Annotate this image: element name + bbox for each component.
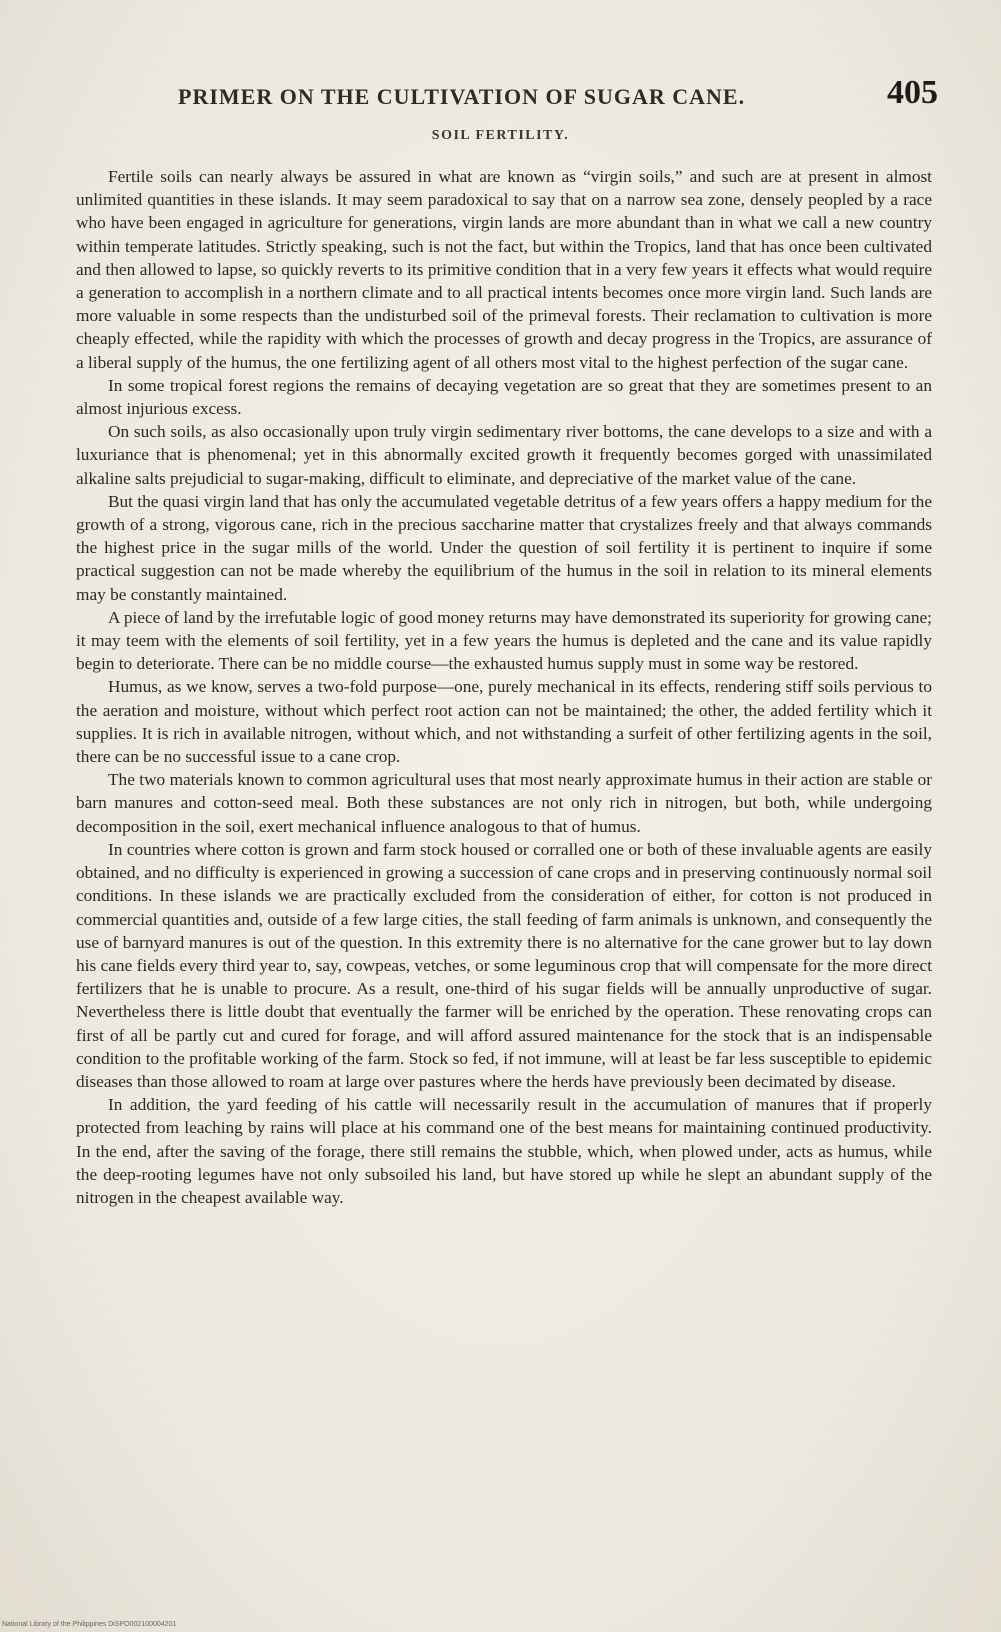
- paragraph: Humus, as we know, serves a two-fold purpose—one, purely mechanical in its effects, rendering stiff soils pervious to the aeration and moisture, without which perfect root action can not be maintained; the other, the added fertility which it supplies. It is rich in available nitrogen, without which, and not withstanding a surfeit of other fertilizing agents in the soil, there can be no successful issue to a cane crop.: [76, 677, 932, 767]
- paragraph: In some tropical forest regions the remains of decaying vegetation are so great that they are sometimes present to an almost injurious excess.: [76, 375, 932, 419]
- paragraph: On such soils, as also occasionally upon truly virgin sedimentary river bottoms, the cane develops to a size and with a luxuriance that is phenomenal; yet in this abnormally excited growth it frequently becomes gorged with unassimilated alkaline salts prejudicial to sugar-making, difficult to eliminate, and depreciative of the market value of the cane.: [76, 422, 932, 488]
- paragraph: In addition, the yard feeding of his cattle will necessarily result in the accumulation of manures that if properly protected from leaching by rains will place at his command one of the best means for maintaining continued productivity. In the end, after the saving of the forage, there still remains the stubble, which, when plowed under, acts as humus, while the deep-rooting legumes have not only subsoiled his land, but have stored up while he slept an abundant supply of the nitrogen in the cheapest available way.: [76, 1095, 932, 1207]
- library-stamp: National Library of the Philippines DiSPO002100004201: [2, 1621, 177, 1628]
- section-heading: SOIL FERTILITY.: [431, 128, 570, 143]
- paragraph: The two materials known to common agricultural uses that most nearly approximate humus in their action are stable or barn manures and cotton-seed meal. Both these substances are not only rich in nitrogen, but both, while undergoing decomposition in the soil, exert mechanical influence analogous to that of humus.: [76, 770, 932, 836]
- running-title: PRIMER ON THE CULTIVATION OF SUGAR CANE.: [178, 84, 746, 109]
- running-head: [178, 70, 938, 120]
- paragraph: In countries where cotton is grown and farm stock housed or corralled one or both of these invaluable agents are easily obtained, and no difficulty is experienced in growing a succession of cane crops and in preserving continuously normal soil conditions. In these islands we are practically excluded from the consideration of either, for cotton is not produced in commercial quantities and, outside of a few large cities, the stall feeding of farm animals is unknown, and consequently the use of barnyard manures is out of the question. In this extremity there is no alternative for the cane grower but to lay down his cane fields every third year to, say, cowpeas, vetches, or some leguminous crop that will compensate for the more direct fertilizers that he is unable to procure. As a result, one-third of his sugar fields will be annually unproductive of sugar. Nevertheless there is little doubt that eventually the farmer will be enriched by the operation. These renovating crops can first of all be partly cut and cured for forage, and will afford assured maintenance for the stock that is an indispensable condition to the profitable working of the farm. Stock so fed, if not immune, will at least be far less susceptible to epidemic diseases than those allowed to roam at large over pastures where the herds have previously been decimated by disease.: [76, 839, 932, 1091]
- paragraph: A piece of land by the irrefutable logic of good money returns may have demonstrated its superiority for growing cane; it may teem with the elements of soil fertility, yet in a few years the humus is depleted and the cane and its value rapidly begin to deteriorate. There can be no middle course—the exhausted humus supply must in some way be restored.: [76, 607, 932, 674]
- paragraph: But the quasi virgin land that has only the accumulated vegetable detritus of a few years offers a happy medium for the growth of a strong, vigorous cane, rich in the precious saccharine matter that crystalizes freely and that always commands the highest price in the sugar mills of the world. Under the question of soil fertility it is pertinent to inquire if some practical suggestion can not be made whereby the equilibrium of the humus in the soil in relation to its mineral elements may be constantly maintained.: [76, 491, 932, 604]
- page-number: 405: [887, 74, 938, 111]
- paragraph: Fertile soils can nearly always be assured in what are known as “virgin soils,” and such are at present in almost unlimited quantities in these islands. It may seem paradoxical to say that on a narrow sea zone, densely peopled by a race who have been engaged in agriculture for generations, virgin lands are more abundant than in what we call a new country within temperate latitudes. Strictly speaking, such is not the fact, but within the Tropics, land that has once been cultivated and then allowed to lapse, so quickly reverts to its primitive condition that in a very few years it effects what would require a generation to accomplish in a northern climate and to all practical intents becomes once more virgin land. Such lands are more valuable in some respects than the undisturbed soil of the primeval forests. Their reclamation to cultivation is more cheaply effected, while the rapidity with which the processes of growth and decay progress in the Tropics, are assurance of a liberal supply of the humus, the one fertilizing agent of all others most vital to the highest perfection of the sugar cane.: [76, 167, 932, 372]
- body-text: [76, 165, 932, 1209]
